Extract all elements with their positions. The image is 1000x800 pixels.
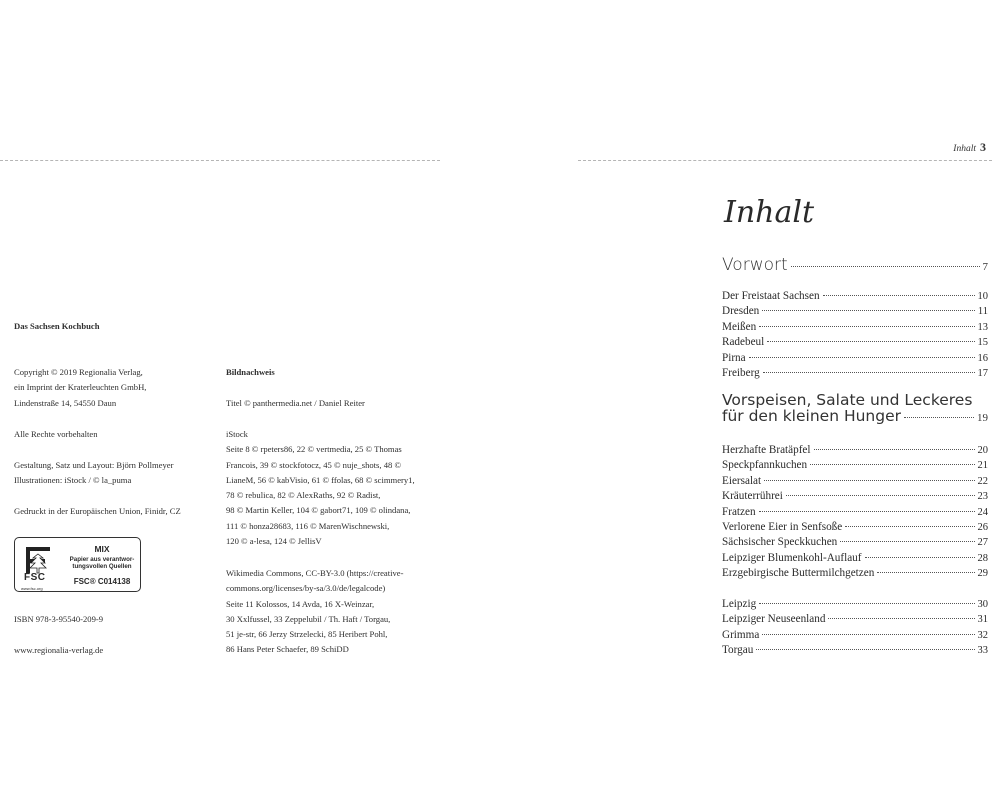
toc-entry-title: Leipziger Neuseenland <box>722 613 826 626</box>
toc-leader <box>814 449 975 450</box>
istock-credits <box>226 427 415 549</box>
toc-entry[interactable] <box>722 366 988 381</box>
toc-page-number: 21 <box>977 460 988 472</box>
toc-leader <box>786 495 975 496</box>
fsc-description-line: tungsvollen Quellen <box>72 563 132 570</box>
toc-leader <box>877 572 974 573</box>
toc-section-title-line <box>722 408 988 426</box>
toc-page-number: 17 <box>977 368 988 379</box>
fsc-logo-text: FSC <box>24 572 46 583</box>
toc-entry-title: Eiersalat <box>722 474 762 487</box>
cover-credit: Titel © panthermedia.net / Daniel Reiter <box>226 398 365 408</box>
toc-page-number: 24 <box>977 506 988 518</box>
credits-heading <box>226 365 275 380</box>
toc-entry-title: Erzgebirgische Buttermilchgetzen <box>722 567 875 580</box>
toc-leader <box>762 634 974 635</box>
credit-line: 51 je-str, 66 Jerzy Strzelecki, 85 Heribert Pohl, <box>226 629 388 640</box>
toc-leader <box>845 526 974 527</box>
toc-entry[interactable] <box>722 351 988 366</box>
fsc-url: www.fsc.org <box>21 586 43 591</box>
toc-entry[interactable] <box>722 474 988 489</box>
page-number: 3 <box>980 140 986 154</box>
toc-leader <box>759 326 974 327</box>
credit-line: Francois, 39 © stockfotocz, 45 © nuje_shots, 48 © <box>226 459 401 470</box>
fsc-description <box>63 556 141 570</box>
credit-line: 30 Xxlfussel, 33 Zeppelubil / Th. Haft / Torgau, <box>226 613 391 624</box>
website-link[interactable]: www.regionalia-verlag.de <box>14 645 104 655</box>
toc-entry[interactable] <box>722 304 988 319</box>
design-block <box>14 458 173 489</box>
toc-page-number: 22 <box>977 475 988 487</box>
credit-line: 111 © honza28683, 116 © MarenWischnewski, <box>226 520 390 531</box>
toc-entry[interactable] <box>722 458 988 473</box>
credit-line: 86 Hans Peter Schaefer, 89 SchiDD <box>226 644 349 655</box>
isbn-text: ISBN 978-3-95540-209-9 <box>14 614 104 624</box>
copyright-block <box>14 365 146 411</box>
toc-leader <box>904 417 974 418</box>
toc-leader <box>749 357 975 358</box>
toc-page-number: 26 <box>977 522 988 533</box>
toc-leader <box>764 480 974 481</box>
toc-entry-title: Verlorene Eier in Senfsoße <box>722 521 843 533</box>
wikimedia-license-line: Wikimedia Commons, CC-BY-3.0 (https://creative- <box>226 568 404 578</box>
toc-section-vorspeisen[interactable] <box>722 392 988 426</box>
toc-entry[interactable] <box>722 535 988 550</box>
wikimedia-credits <box>226 566 403 658</box>
toc-section-title-line: Vorspeisen, Salate und Leckeres <box>722 391 973 409</box>
toc-leader <box>828 618 974 619</box>
toc-entry[interactable] <box>722 289 988 304</box>
toc-page-number: 27 <box>977 537 988 549</box>
istock-heading: iStock <box>226 429 248 439</box>
fsc-mix-label: MIX <box>94 544 110 554</box>
toc-leader <box>759 511 975 512</box>
credit-line: Seite 11 Kolossos, 14 Avda, 16 X-Weinzar, <box>226 598 375 609</box>
credit-line: Seite 8 © rpeters86, 22 © vertmedia, 25 © Thomas <box>226 444 402 455</box>
toc-page-number: 32 <box>977 629 988 641</box>
header-rule-left <box>0 160 440 161</box>
credits-heading-text: Bildnachweis <box>226 367 275 377</box>
credit-line: 78 © rebulica, 82 © AlexRaths, 92 © Radist, <box>226 490 381 501</box>
toc-page-number: 19 <box>977 412 988 424</box>
toc-page-number: 28 <box>977 552 988 564</box>
toc-page-number: 31 <box>977 614 988 626</box>
toc-leader <box>840 541 974 542</box>
toc-page-number: 30 <box>977 599 988 610</box>
toc-entry[interactable] <box>722 551 988 566</box>
toc-entry[interactable] <box>722 566 988 581</box>
fsc-code: FSC® C014138 <box>73 577 131 586</box>
copyright-line: Lindenstraße 14, 54550 Daun <box>14 397 117 408</box>
wikimedia-license-line: commons.org/licenses/by-sa/3.0/de/legalcode) <box>226 583 386 594</box>
toc-entry[interactable] <box>722 628 988 643</box>
rights-text: Alle Rechte vorbehalten <box>14 429 98 439</box>
toc-entry-title: Leipzig <box>722 598 757 610</box>
toc-entry-title: Leipziger Blumenkohl-Auflauf <box>722 551 862 564</box>
toc-page-number: 23 <box>977 491 988 503</box>
book-title <box>14 319 99 334</box>
toc-leader <box>759 603 974 604</box>
toc-page-number: 33 <box>977 645 988 657</box>
credit-line: 120 © a-lesa, 124 © JellisV <box>226 536 322 547</box>
toc-entry[interactable] <box>722 520 988 535</box>
toc-entry-title: Torgau <box>722 644 754 657</box>
toc-entry-title: Sächsischer Speckkuchen <box>722 536 838 549</box>
toc-page-number: 15 <box>977 337 988 349</box>
fsc-logo <box>14 537 141 592</box>
toc-title <box>722 192 832 234</box>
toc-entry-title: Fratzen <box>722 505 756 518</box>
toc-entry-title: Dresden <box>722 305 760 318</box>
running-title: Inhalt <box>953 144 976 154</box>
toc-entry[interactable] <box>722 612 988 627</box>
toc-leader <box>810 464 974 465</box>
toc-page-number: 20 <box>977 445 988 456</box>
toc-entry-title: Herzhafte Bratäpfel <box>722 444 811 456</box>
toc-entry-title: Der Freistaat Sachsen <box>722 290 820 302</box>
toc-entry[interactable] <box>722 320 988 335</box>
toc-page-number: 29 <box>977 568 988 580</box>
credit-line: LianeM, 56 © kabVisio, 61 © ffolas, 68 © scimmery1, <box>226 474 415 485</box>
design-line: Gestaltung, Satz und Layout: Björn Pollmeyer <box>14 460 174 470</box>
toc-leader <box>763 372 975 373</box>
toc-entry-title: Meißen <box>722 320 757 333</box>
toc-entry-title: Pirna <box>722 351 746 364</box>
toc-section-title-line-text: für den kleinen Hunger <box>722 407 901 425</box>
copyright-line: Copyright © 2019 Regionalia Verlag, <box>14 367 143 377</box>
credit-line: 98 © Martin Keller, 104 © gabort71, 109 © olindana, <box>226 505 411 516</box>
toc-page-number: 11 <box>977 306 988 318</box>
toc-entry[interactable] <box>722 643 988 658</box>
header-rule-right <box>578 160 992 161</box>
toc-entry-title: Radebeul <box>722 336 765 349</box>
toc-leader <box>865 557 975 558</box>
toc-entry-title: Grimma <box>722 628 760 641</box>
toc-entry[interactable] <box>722 443 988 458</box>
toc-entry-title: Freiberg <box>722 367 760 379</box>
toc-title-text: Inhalt <box>724 195 815 230</box>
printed-text: Gedruckt in der Europäischen Union, Finidr, CZ <box>14 506 181 516</box>
toc-page-number: 7 <box>982 261 988 273</box>
book-title-text: Das Sachsen Kochbuch <box>14 321 100 331</box>
copyright-line: ein Imprint der Kraterleuchten GmbH, <box>14 382 147 393</box>
toc-entry-vorwort[interactable] <box>722 255 988 277</box>
toc-entry[interactable] <box>722 505 988 520</box>
toc-leader <box>823 295 975 296</box>
toc-entry-title: Speckpfannkuchen <box>722 459 808 472</box>
running-head <box>953 140 986 155</box>
toc-entry[interactable] <box>722 335 988 350</box>
toc-entry[interactable] <box>722 597 988 612</box>
toc-entry[interactable] <box>722 489 988 504</box>
toc-leader <box>756 649 974 650</box>
fsc-description-line: Papier aus verantwor- <box>69 556 135 563</box>
toc-page-number: 13 <box>977 321 988 333</box>
toc-page-number: 10 <box>977 291 988 302</box>
toc-leader <box>791 266 980 267</box>
toc-entry-title: Vorwort <box>722 255 788 275</box>
toc-leader <box>762 310 975 311</box>
toc-page-number: 16 <box>977 352 988 364</box>
illustration-line: Illustrationen: iStock / © la_puma <box>14 475 132 486</box>
toc-leader <box>767 341 974 342</box>
toc-entry-title: Kräuterrührei <box>722 490 783 503</box>
